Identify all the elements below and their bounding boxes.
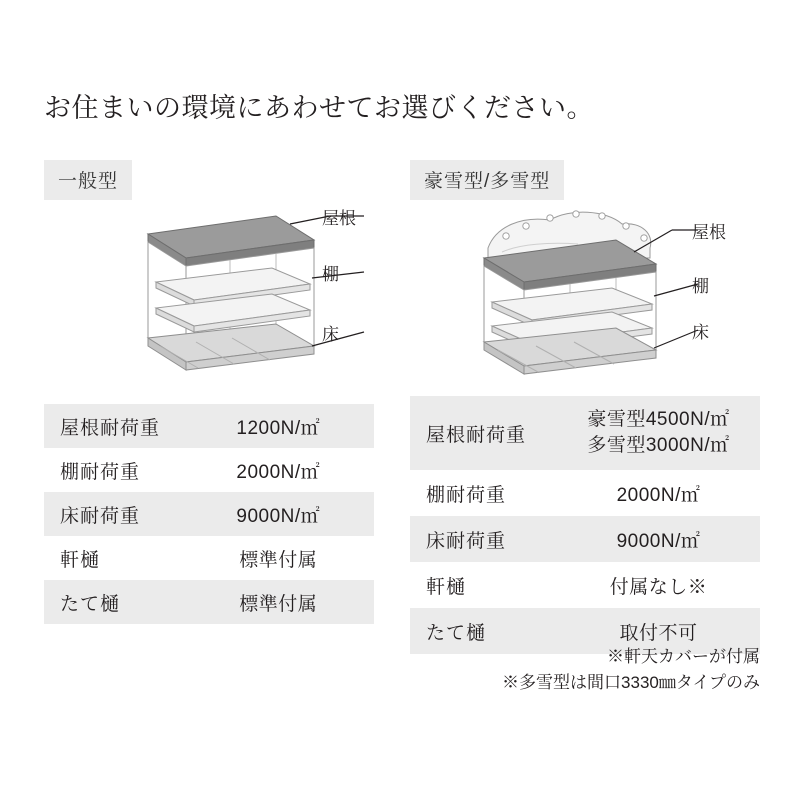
illustration-snow bbox=[410, 196, 770, 386]
illustration-standard bbox=[44, 196, 394, 386]
callout-floor-snow: 床 bbox=[692, 323, 709, 342]
table-row bbox=[44, 536, 374, 580]
table-row bbox=[410, 516, 760, 562]
spec-key: たて樋 bbox=[44, 580, 183, 624]
spec-key: 軒樋 bbox=[410, 562, 557, 608]
spec-key: 床耐荷重 bbox=[410, 516, 557, 562]
spec-key: 棚耐荷重 bbox=[44, 448, 183, 492]
spec-key: 軒樋 bbox=[44, 536, 183, 580]
spec-value: 9000N/㎡ bbox=[183, 492, 374, 536]
footnote-2: ※多雪型は間口3330㎜タイプのみ bbox=[502, 673, 760, 693]
spec-key: 床耐荷重 bbox=[44, 492, 183, 536]
spec-value: 2000N/㎡ bbox=[183, 448, 374, 492]
spec-key: 屋根耐荷重 bbox=[44, 404, 183, 448]
column-header-snow: 豪雪型/多雪型 bbox=[410, 160, 564, 200]
spec-value: 標準付属 bbox=[183, 536, 374, 580]
callout-floor-standard: 床 bbox=[322, 325, 339, 344]
spec-key: たて樋 bbox=[410, 608, 557, 654]
table-row bbox=[410, 562, 760, 608]
callout-shelf-standard: 棚 bbox=[322, 265, 339, 284]
footnote-1: ※軒天カバーが付属 bbox=[607, 647, 760, 666]
spec-value-line1: 豪雪型4500N/㎡ bbox=[587, 409, 730, 431]
column-header-standard: 一般型 bbox=[44, 160, 132, 200]
table-row bbox=[44, 580, 374, 624]
spec-key: 屋根耐荷重 bbox=[410, 396, 557, 470]
table-row bbox=[410, 396, 760, 470]
spec-value bbox=[557, 396, 760, 470]
table-row bbox=[44, 492, 374, 536]
table-row bbox=[44, 448, 374, 492]
callout-shelf-snow: 棚 bbox=[692, 277, 709, 296]
spec-value: 9000N/㎡ bbox=[557, 516, 760, 562]
footnotes bbox=[410, 644, 760, 697]
spec-table-snow bbox=[410, 396, 760, 654]
callout-roof-standard: 屋根 bbox=[322, 209, 356, 228]
spec-value: 付属なし※ bbox=[557, 562, 760, 608]
page-title: お住まいの環境にあわせてお選びください。 bbox=[44, 93, 594, 123]
spec-key: 棚耐荷重 bbox=[410, 470, 557, 516]
callout-roof-snow: 屋根 bbox=[692, 223, 726, 242]
spec-value: 2000N/㎡ bbox=[557, 470, 760, 516]
spec-value: 取付不可 bbox=[557, 608, 760, 654]
spec-value: 標準付属 bbox=[183, 580, 374, 624]
spec-table-standard bbox=[44, 404, 374, 624]
spec-value: 1200N/㎡ bbox=[183, 404, 374, 448]
spec-value-line2: 多雪型3000N/㎡ bbox=[587, 435, 730, 456]
table-row bbox=[410, 470, 760, 516]
table-row bbox=[44, 404, 374, 448]
